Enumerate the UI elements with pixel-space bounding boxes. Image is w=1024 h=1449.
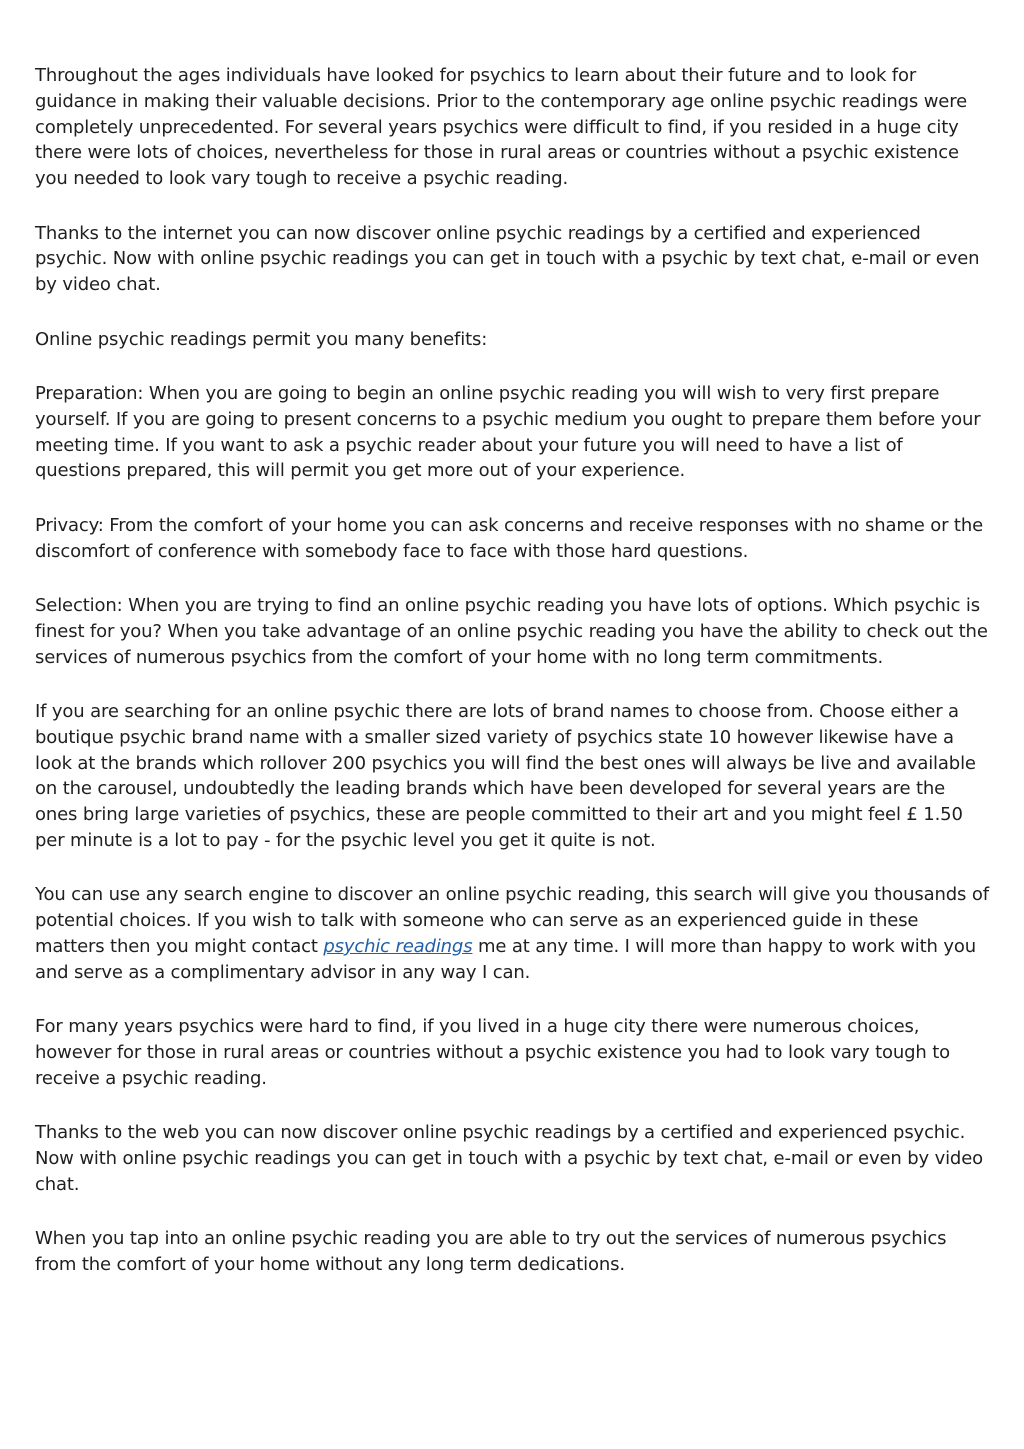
paragraph-web: Thanks to the web you can now discover online psychic readings by a certified and experienced psychic. Now with online psychic readings you can get in touch with a psychic by text chat, e-mail or even by video chat. [35,1122,983,1195]
paragraph-many-years: For many years psychics were hard to find, if you lived in a huge city there were numerous choices, however for those in rural areas or countries without a psychic existence you had to look vary tough to receive a psychic reading. [35,1016,951,1089]
paragraph-search-engine [35,882,990,985]
paragraph-internet: Thanks to the internet you can now discover online psychic readings by a certified and experienced psychic. Now with online psychic readings you can get in touch with a psychic by text chat, e-mail or even by video chat. [35,222,980,296]
paragraph-preparation: Preparation: When you are going to begin an online psychic reading you will wish to very first prepare yourself. If you are going to present concerns to a psychic medium you ought to prepare them before your meeting time. If you want to ask a psychic reader about your future you will need to have a list of questions prepared, this will permit you get more out of your experience. [35,382,981,482]
psychic-readings-link[interactable]: psychic readings [323,935,473,957]
document-body [35,63,990,1306]
paragraph-selection: Selection: When you are trying to find an online psychic reading you have lots of options. Which psychic is finest for you? When you take advantage of an online psychic reading you have the ability to check out the services of numerous psychics from the comfort of your home with no long term commitments. [35,594,988,668]
paragraph-intro: Throughout the ages individuals have looked for psychics to learn about their future and to look for guidance in making their valuable decisions. Prior to the contemporary age online psychic readings were completely unprecedented. For several years psychics were difficult to find, if you resided in a huge city there were lots of choices, nevertheless for those in rural areas or countries without a psychic existence you needed to look vary tough to receive a psychic reading. [35,65,968,190]
paragraph-benefits-lead: Online psychic readings permit you many benefits: [35,328,488,350]
link-paragraph-before: You can use any search engine to discover an online psychic reading, this search will give you thousands of potential choices. If you wish to talk with someone who can serve as an experienced guide in these matters then you might contact [35,884,989,957]
paragraph-privacy: Privacy: From the comfort of your home you can ask concerns and receive responses with no shame or the discomfort of conference with somebody face to face with those hard questions. [35,514,984,562]
link-paragraph-after: me at any time. I will more than happy to work with you and serve as a complimentary advisor in any way I can. [35,935,976,983]
paragraph-brands: If you are searching for an online psychic there are lots of brand names to choose from. Choose either a boutique psychic brand name with a smaller sized variety of psychics state 10 however likewise have a look at the brands which rollover 200 psychics you will find the best ones will always be live and available on the carousel, undoubtedly the leading brands which have been developed for several years are the ones bring large varieties of psychics, these are people committed to their art and you might feel £ 1.50 per minute is a lot to pay - for the psychic level you get it quite is not. [35,700,976,851]
paragraph-tap-into: When you tap into an online psychic reading you are able to try out the services of numerous psychics from the comfort of your home without any long term dedications. [35,1228,947,1275]
